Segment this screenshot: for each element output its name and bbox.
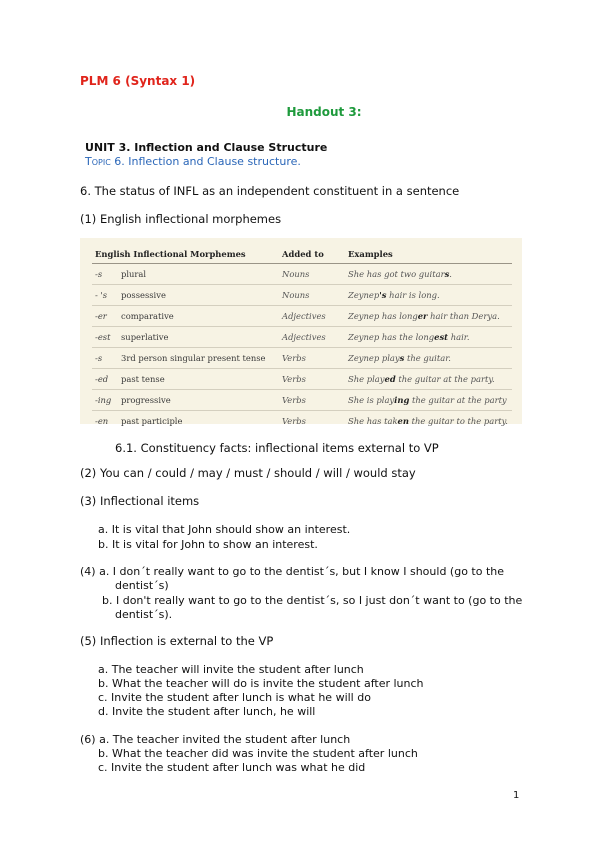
- example-text: hair is long.: [386, 290, 440, 300]
- example-6a: (6) a. The teacher invited the student after lunch: [80, 733, 351, 746]
- example-cell: [345, 369, 512, 390]
- example-4b-line1: b. I don't really want to go to the dentist´s, so I just don´t want to (go to the: [102, 594, 523, 607]
- meaning-cell: comparative: [118, 306, 279, 327]
- example-4b-line2: dentist´s).: [115, 608, 173, 621]
- added-to-cell: Verbs: [279, 348, 345, 369]
- example-cell: [345, 411, 512, 432]
- subsection-6-1: 6.1. Constituency facts: inflectional items external to VP: [115, 441, 439, 455]
- table-row: [92, 264, 512, 285]
- unit-heading: UNIT 3. Inflection and Clause Structure: [85, 141, 328, 154]
- example-5a: a. The teacher will invite the student after lunch: [98, 663, 364, 676]
- example-text: She has got two guitar: [348, 269, 445, 279]
- header-added-to: Added to: [279, 246, 345, 264]
- meaning-cell: possessive: [118, 285, 279, 306]
- example-morpheme: s: [399, 353, 405, 363]
- example-3a: a. It is vital that John should show an interest.: [98, 523, 351, 536]
- morphemes-table-figure: [80, 238, 522, 424]
- example-text: hair.: [448, 332, 470, 342]
- example-morpheme: est: [434, 332, 449, 342]
- table-row: [92, 369, 512, 390]
- added-to-cell: Nouns: [279, 285, 345, 306]
- suffix-cell: -est: [92, 327, 118, 348]
- added-to-cell: Verbs: [279, 390, 345, 411]
- example-morpheme: 's: [379, 290, 387, 300]
- suffix-cell: -s: [92, 348, 118, 369]
- example-morpheme: ed: [384, 374, 396, 384]
- example-3b: b. It is vital for John to show an interest.: [98, 538, 318, 551]
- suffix-cell: -ing: [92, 390, 118, 411]
- suffix-cell: - 's: [92, 285, 118, 306]
- example-morpheme: en: [397, 416, 409, 426]
- example-morpheme: s: [444, 269, 450, 279]
- morphemes-table: [92, 246, 512, 431]
- example-5-title: (5) Inflection is external to the VP: [80, 634, 274, 648]
- example-text: the guitar at the party.: [395, 374, 495, 384]
- table-row: [92, 348, 512, 369]
- example-cell: [345, 327, 512, 348]
- table-row: [92, 390, 512, 411]
- example-text: Zeynep has long: [348, 311, 418, 321]
- example-5b: b. What the teacher will do is invite the student after lunch: [98, 677, 424, 690]
- example-6b: b. What the teacher did was invite the student after lunch: [98, 747, 418, 760]
- example-text: the guitar to the party.: [408, 416, 508, 426]
- example-text: Zeynep play: [348, 353, 400, 363]
- meaning-cell: superlative: [118, 327, 279, 348]
- section-6-heading: 6. The status of INFL as an independent constituent in a sentence: [80, 184, 460, 198]
- handout-title: Handout 3:: [286, 105, 362, 119]
- example-cell: [345, 264, 512, 285]
- suffix-cell: -s: [92, 264, 118, 285]
- header-examples: Examples: [345, 246, 512, 264]
- example-cell: [345, 285, 512, 306]
- topic-rest: 6. Inflection and Clause structure.: [110, 155, 301, 168]
- example-morpheme: er: [417, 311, 428, 321]
- page-number: 1: [513, 790, 520, 801]
- table-row: [92, 411, 512, 432]
- example-text: She play: [348, 374, 385, 384]
- example-1-label: (1) English inflectional morphemes: [80, 212, 282, 226]
- added-to-cell: Nouns: [279, 264, 345, 285]
- added-to-cell: Verbs: [279, 369, 345, 390]
- example-text: the guitar.: [404, 353, 451, 363]
- suffix-cell: -er: [92, 306, 118, 327]
- meaning-cell: past tense: [118, 369, 279, 390]
- example-text: hair than Derya.: [427, 311, 500, 321]
- example-text: the guitar at the party: [409, 395, 507, 405]
- example-cell: [345, 390, 512, 411]
- example-3-title: (3) Inflectional items: [80, 494, 200, 508]
- added-to-cell: Adjectives: [279, 327, 345, 348]
- table-row: [92, 327, 512, 348]
- example-cell: [345, 306, 512, 327]
- meaning-cell: 3rd person singular present tense: [118, 348, 279, 369]
- meaning-cell: progressive: [118, 390, 279, 411]
- example-text: She is play: [348, 395, 395, 405]
- suffix-cell: -en: [92, 411, 118, 432]
- example-4a-line2: dentist´s): [115, 579, 169, 592]
- example-2: (2) You can / could / may / must / should / will / would stay: [80, 466, 416, 480]
- example-text: She has tak: [348, 416, 398, 426]
- example-6c: c. Invite the student after lunch was what he did: [98, 761, 366, 774]
- table-row: [92, 285, 512, 306]
- example-text: .: [449, 269, 452, 279]
- suffix-cell: -ed: [92, 369, 118, 390]
- course-title: PLM 6 (Syntax 1): [80, 74, 196, 88]
- added-to-cell: Verbs: [279, 411, 345, 432]
- example-morpheme: ing: [394, 395, 410, 405]
- meaning-cell: past participle: [118, 411, 279, 432]
- topic-word: Topic: [85, 155, 111, 168]
- example-text: Zeynep: [348, 290, 380, 300]
- example-4a-line1: (4) a. I don´t really want to go to the dentist´s, but I know I should (go to the: [80, 565, 505, 578]
- table-header-row: [92, 246, 512, 264]
- table-row: [92, 306, 512, 327]
- example-cell: [345, 348, 512, 369]
- example-5d: d. Invite the student after lunch, he will: [98, 705, 316, 718]
- example-text: Zeynep has the long: [348, 332, 435, 342]
- example-5c: c. Invite the student after lunch is what he will do: [98, 691, 371, 704]
- header-morphemes: English Inflectional Morphemes: [92, 246, 279, 264]
- topic-heading: [85, 155, 301, 168]
- added-to-cell: Adjectives: [279, 306, 345, 327]
- meaning-cell: plural: [118, 264, 279, 285]
